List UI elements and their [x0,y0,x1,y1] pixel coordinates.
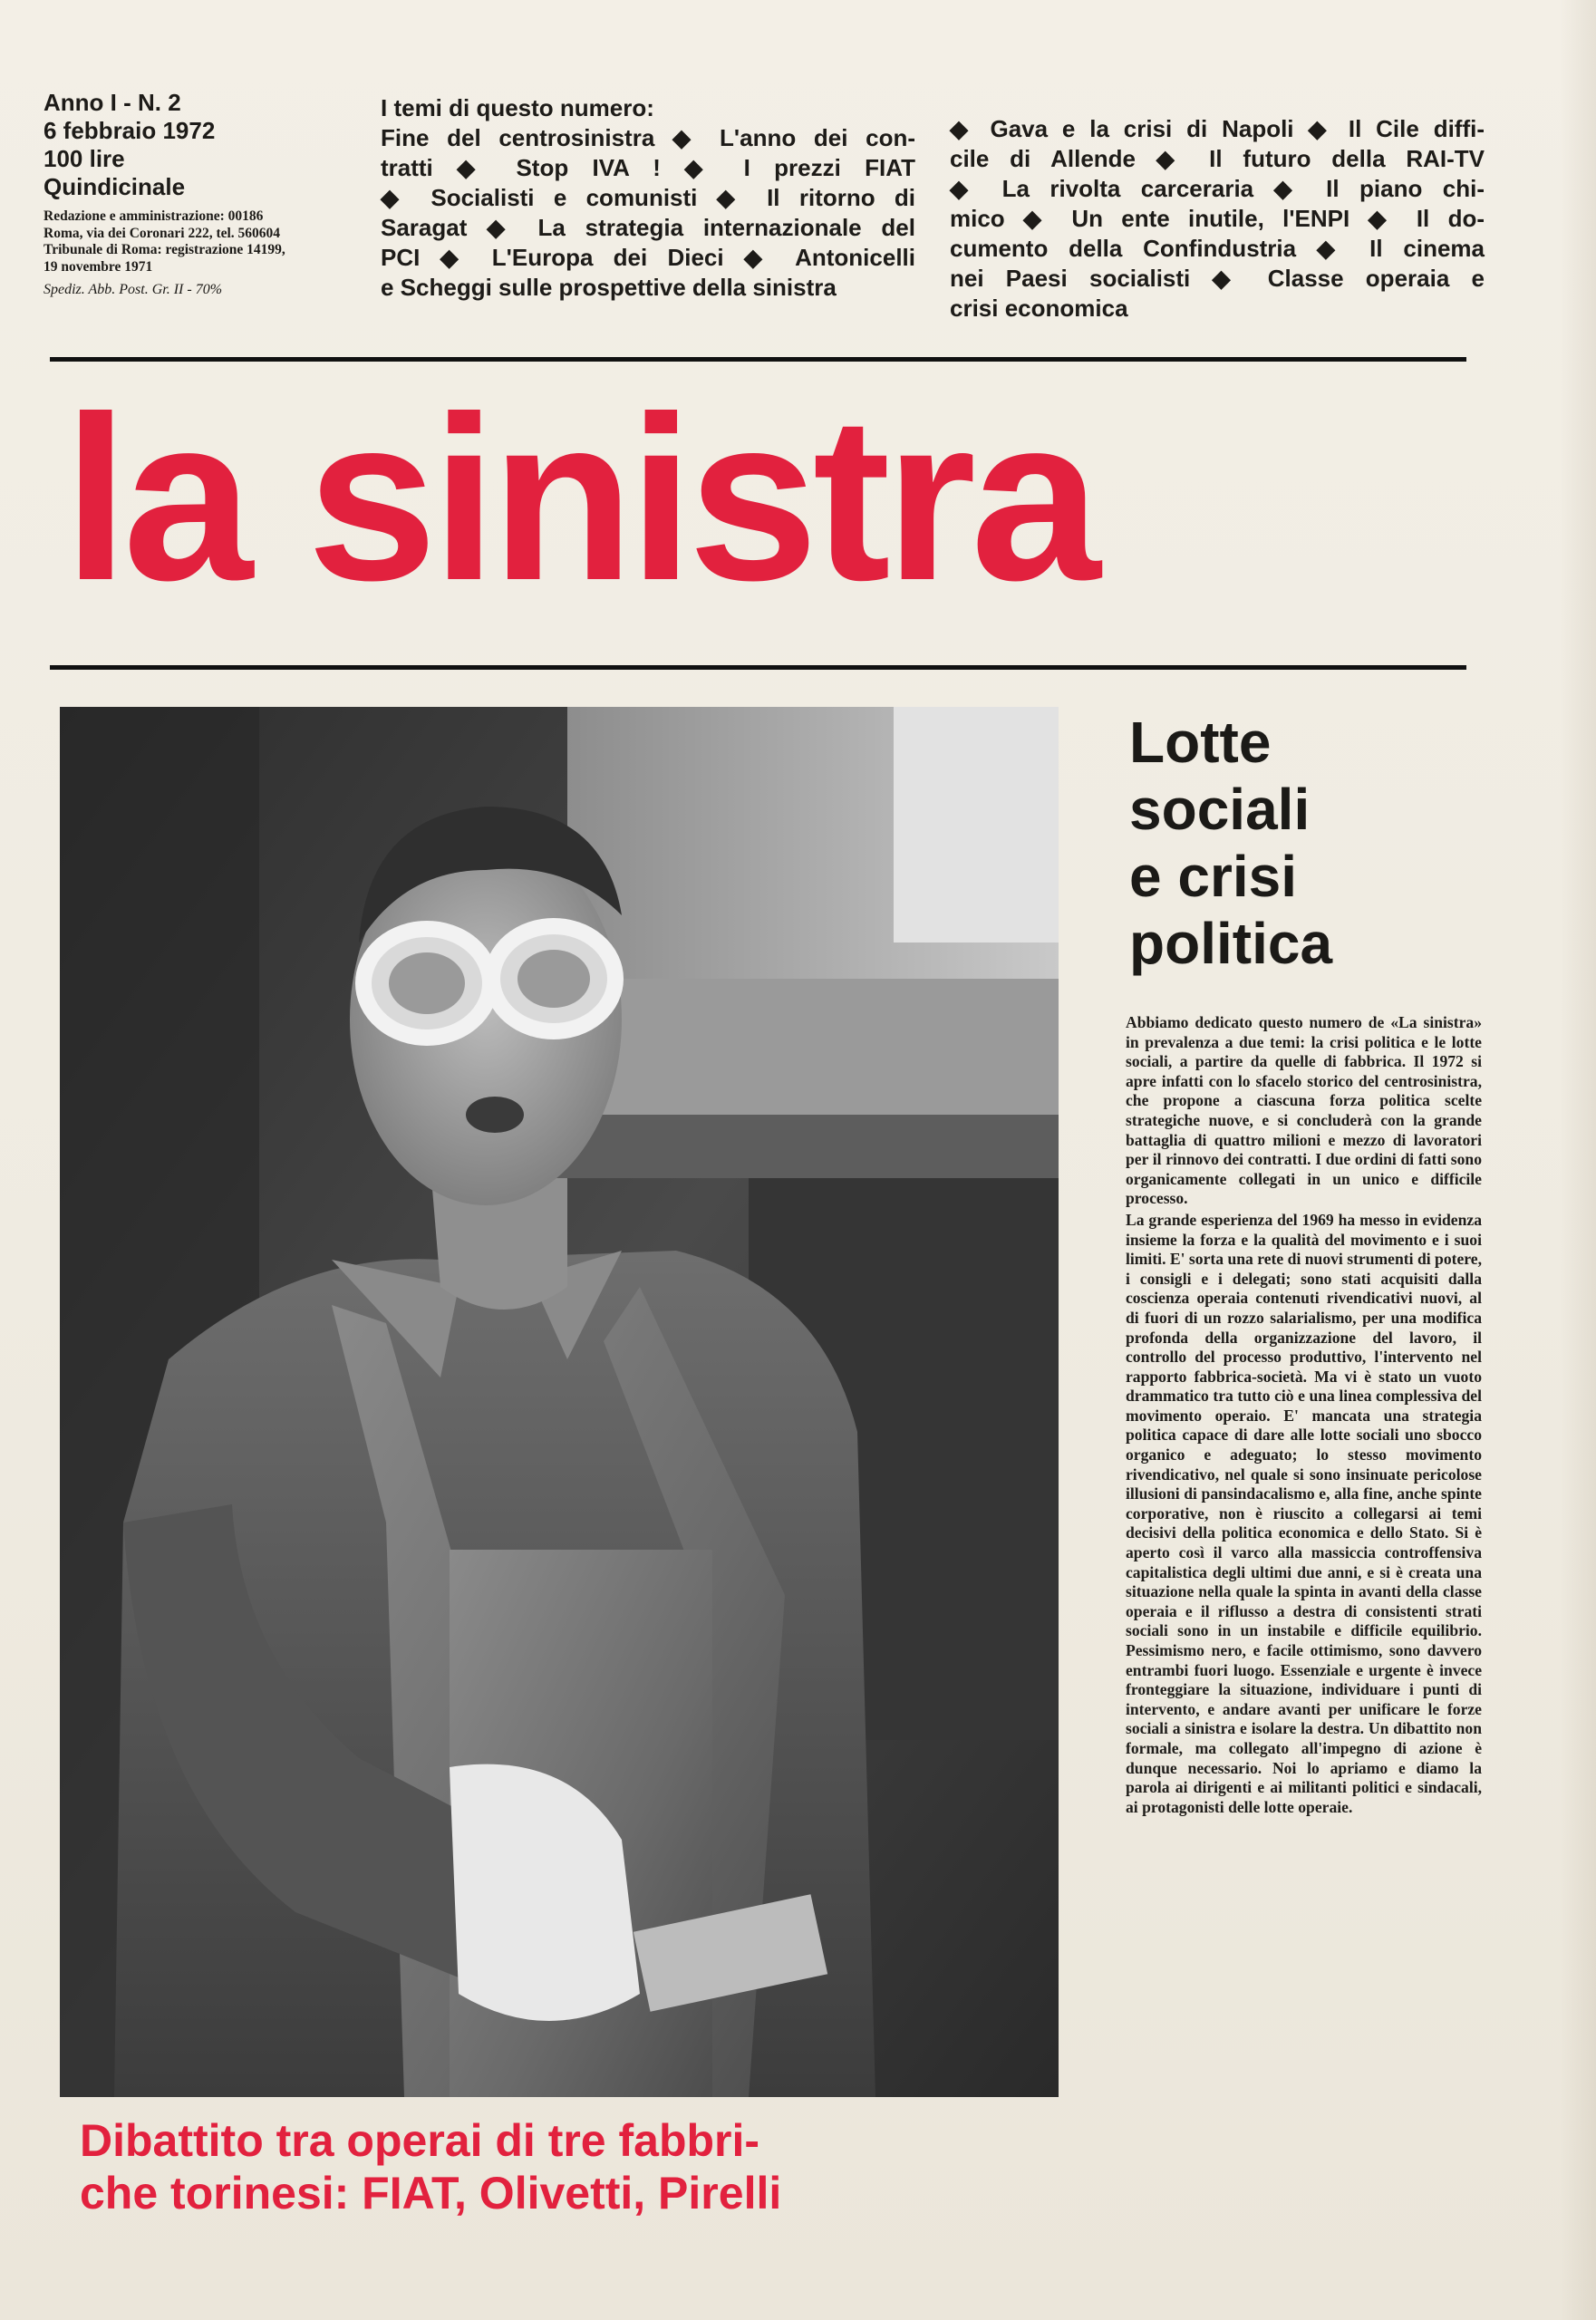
article-body [1126,1013,1482,1817]
themes-line: ◆ La rivolta carceraria ◆ Il piano chi- [950,175,1485,202]
article-paragraph: La grande esperienza del 1969 ha messo in evidenza insieme la forza e la qualità del movimento e i suoi limiti. E' sorta una rete di nuovi strumenti di potere, i consigli e i delegati; sono stati acquisiti dalla coscienza operaia contenuti rivendicativi nuovi, al di fuori di un rozzo salarialismo, per una modifica profonda della organizzazione del lavoro, il controllo del processo produttivo, l'intervento nel rapporto fabbrica-società. Ma vi è stato un vuoto drammatico tra tutto ciò e una linea complessiva del movimento operaio. E' mancata una strategia politica capace di dare alle lotte sociali uno sbocco organico e adeguato; lo stesso movimento rivendicativo, nel quale si sono insinuate pericolose illusioni di pansindacalismo e, alla fine, anche spinte corporative, non è riuscito a collegarsi ai temi decisivi della politica economica e dello Stato. Si è aperto così il varco alla massiccia controffensiva capitalistica degli ultimi due anni, e si è creata una situazione nella quale la spinta in avanti della classe operaia e il riflusso a destra di consistenti strati sociali sono in un instabile e difficile equilibrio. Pessimismo nero, e facile ottimismo, sono davvero entrambi fuori luogo. Essenziale e urgente è invece fronteggiare la situazione, individuare i punti di intervento, e andare avanti per unificare le forze sociali a sinistra e isolare la destra. Un dibattito non formale, ma collegato all'impegno di azione è dunque necessario. Noi lo apriamo e diamo la parola ai dirigenti e ai militanti politici e sindacali, ai protagonisti delle lotte operaie. [1126,1210,1482,1816]
themes-line: e Scheggi sulle prospettive della sinistra [381,274,837,301]
headline-line: sociali [1129,777,1311,842]
themes-line: tratti ◆ Stop IVA ! ◆ I prezzi FIAT [381,154,915,181]
photo-caption [80,2114,1113,2219]
themes-column-right [950,114,1485,324]
themes-line: ◆ Gava e la crisi di Napoli ◆ Il Cile diffi- [950,115,1485,142]
masthead-bottom-rule [50,665,1466,670]
issue-number: Anno I - N. 2 [44,89,181,116]
postal-info: Spediz. Abb. Post. Gr. II - 70% [44,282,223,297]
themes-line: mico ◆ Un ente inutile, l'ENPI ◆ Il do- [950,205,1485,232]
article-headline [1129,709,1492,977]
worker-photo-illustration [60,707,1059,2097]
article-paragraph: Abbiamo dedicato questo numero de «La sinistra» in prevalenza a due temi: la crisi politica e le lotte sociali, a partire da quelle di fabbrica. Il 1972 si apre infatti con lo sfacelo storico del centrosinistra, che propone a ciascuna forza politica scelte strategiche nuove, e si concluderà con la grande battaglia di quattro milioni e mezzo di lavoratori per il rinnovo dei contratti. I due ordini di fatti sono organicamente collegati in un unico e difficile processo. [1126,1013,1482,1208]
worker-photo [60,707,1059,2097]
themes-line: PCI ◆ L'Europa dei Dieci ◆ Antonicelli [381,244,915,271]
themes-line: crisi economica [950,295,1128,322]
issue-date: 6 febbraio 1972 [44,117,216,144]
page-edge-shadow [1560,0,1596,2320]
admin-line: Roma, via dei Coronari 222, tel. 560604 [44,225,281,241]
issue-info [44,89,352,299]
themes-line: ◆ Socialisti e comunisti ◆ Il ritorno di [381,184,915,211]
themes-line: Saragat ◆ La strategia internazionale del [381,214,915,241]
caption-line: Dibattito tra operai di tre fabbri- [80,2115,760,2166]
headline-line: e crisi [1129,844,1298,909]
themes-line: nei Paesi socialisti ◆ Classe operaia e [950,265,1485,292]
headline-line: politica [1129,911,1333,976]
caption-line: che torinesi: FIAT, Olivetti, Pirelli [80,2168,782,2218]
issue-price: 100 lire [44,145,125,172]
themes-column-left [381,93,915,303]
themes-line: cumento della Confindustria ◆ Il cinema [950,235,1485,262]
issue-frequency: Quindicinale [44,173,186,200]
admin-line: Tribunale di Roma: registrazione 14199, [44,242,285,257]
masthead-title: la sinistra [63,367,1096,629]
admin-line: 19 novembre 1971 [44,258,153,275]
themes-title: I temi di questo numero: [381,94,654,121]
themes-line: Fine del centrosinistra ◆ L'anno dei con- [381,124,915,151]
admin-line: Redazione e amministrazione: 00186 [44,208,264,224]
themes-line: cile di Allende ◆ Il futuro della RAI-TV [950,145,1485,172]
headline-line: Lotte [1129,710,1272,775]
